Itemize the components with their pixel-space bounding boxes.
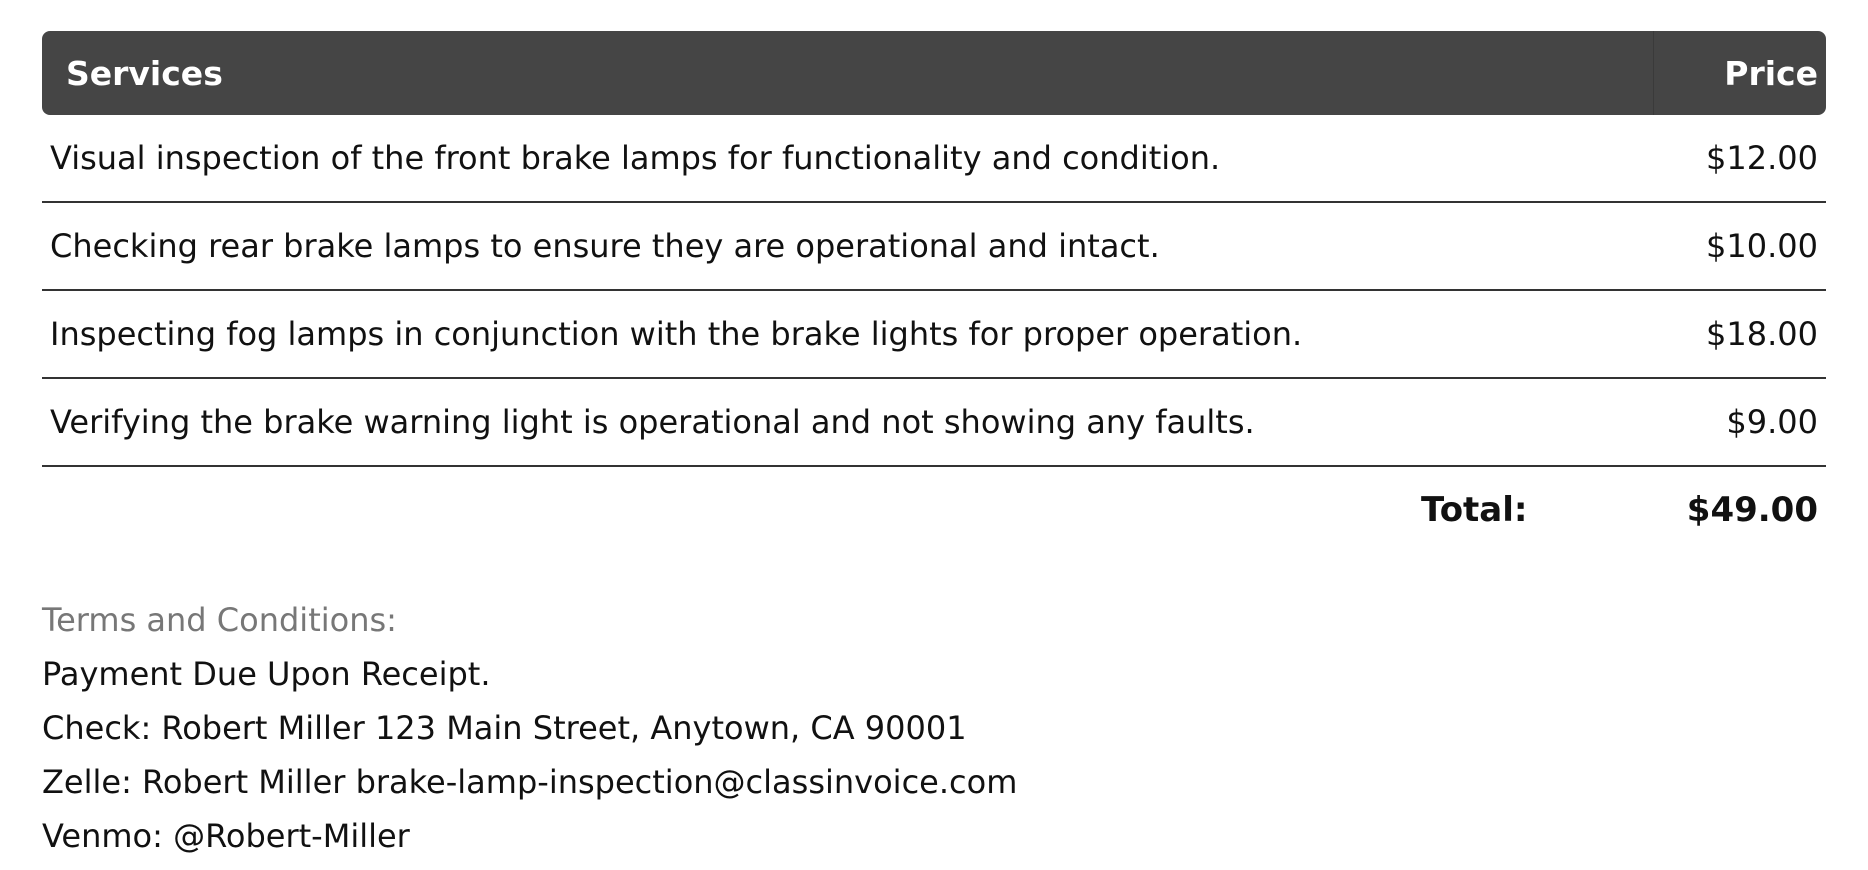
terms-section (42, 593, 1826, 863)
zelle-payment-text: Zelle: Robert Miller brake-lamp-inspection@classinvoice.com (42, 763, 1018, 801)
service-description: Visual inspection of the front brake lamps for functionality and condition. (42, 115, 1654, 202)
total-label: Total: (1421, 490, 1528, 530)
table-row (42, 202, 1826, 290)
service-description: Verifying the brake warning light is operational and not showing any faults. (42, 378, 1654, 466)
services-column-header: Services (42, 31, 1654, 115)
table-row (42, 290, 1826, 378)
check-payment-text: Check: Robert Miller 123 Main Street, Anytown, CA 90001 (42, 709, 967, 747)
venmo-payment-text: Venmo: @Robert-Miller (42, 817, 410, 855)
total-row (42, 466, 1826, 553)
service-price: $10.00 (1654, 202, 1827, 290)
price-column-header: Price (1654, 31, 1827, 115)
services-table (42, 31, 1826, 553)
invoice (42, 31, 1826, 863)
service-description: Checking rear brake lamps to ensure they are operational and intact. (42, 202, 1654, 290)
service-price: $12.00 (1654, 115, 1827, 202)
table-header (42, 31, 1826, 115)
terms-heading: Terms and Conditions: (42, 601, 397, 639)
service-description: Inspecting fog lamps in conjunction with the brake lights for proper operation. (42, 290, 1654, 378)
header-row (42, 31, 1826, 115)
total-value: $49.00 (1686, 490, 1818, 530)
service-price: $18.00 (1654, 290, 1827, 378)
service-price: $9.00 (1654, 378, 1827, 466)
table-body (42, 115, 1826, 553)
table-row (42, 378, 1826, 466)
table-row (42, 115, 1826, 202)
payment-due-text: Payment Due Upon Receipt. (42, 655, 491, 693)
